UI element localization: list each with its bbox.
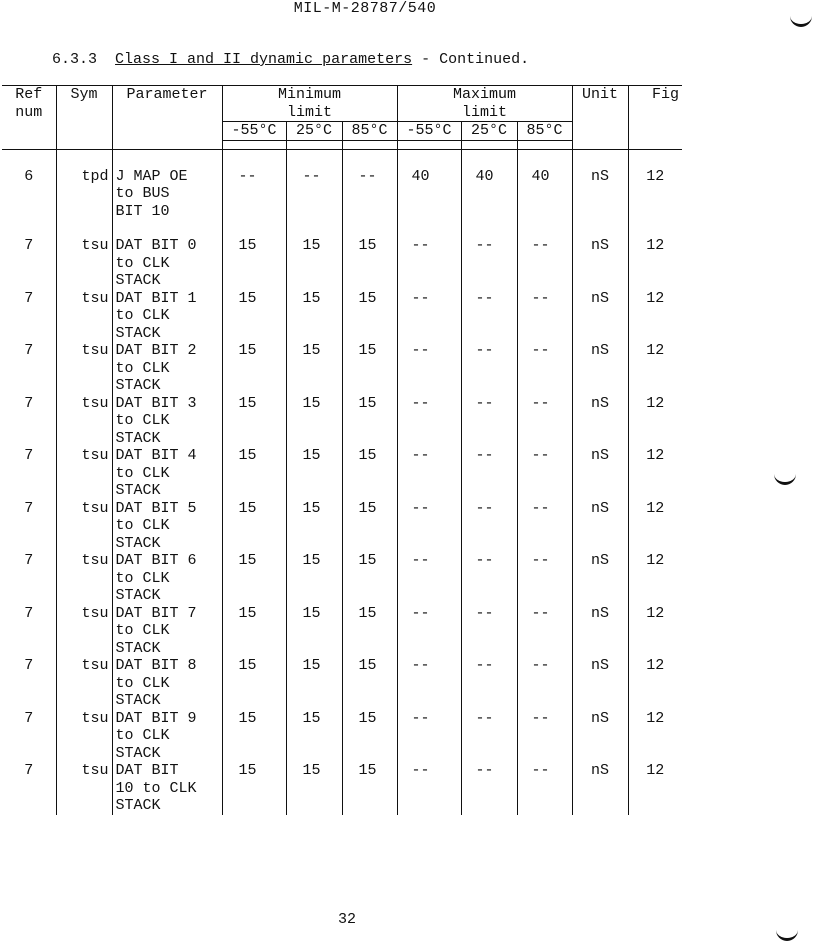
cell-sym: tsu [56,395,112,448]
parameter-line: BIT 10 [115,202,170,220]
header-temp-max-85: 85°C [517,122,572,141]
cell-fig: 12 [628,290,682,343]
cell-min-value: 15 [222,342,286,395]
cell-unit: nS [572,762,628,815]
scan-mark [790,14,812,27]
cell-min-value: 15 [286,290,342,343]
cell-min-value: 15 [342,395,397,448]
table-row [2,342,682,395]
cell-ref: 7 [24,499,34,517]
cell-sym: tsu [56,500,112,553]
cell-max-value: -- [397,290,461,343]
header-temp-min-25: 25°C [286,122,342,141]
cell-max-value: -- [517,395,572,448]
header-maximum-limit: Maximum limit [397,86,572,122]
table-header-row [2,86,682,122]
parameter-line: J MAP OE [115,167,188,185]
cell-ref: 7 [24,762,34,779]
parameter-line: STACK [115,534,161,552]
cell-min-value: 15 [286,762,342,815]
cell-max-value: -- [517,342,572,395]
cell-parameter [112,447,222,500]
cell-min-value: -- [222,149,286,237]
parameter-line: DAT BIT 0 [115,237,197,254]
parameter-line: DAT BIT 2 [115,342,197,359]
cell-max-value: -- [461,710,517,763]
parameter-line: to CLK [115,412,170,429]
cell-max-value: -- [397,447,461,500]
cell-sym: tsu [56,290,112,343]
table-row [2,447,682,500]
parameter-line: DAT BIT 5 [115,499,197,517]
cell-min-value: 15 [342,447,397,500]
header-temp-min-85: 85°C [342,122,397,141]
cell-ref: 7 [24,552,34,569]
cell-min-value: 15 [286,500,342,553]
document-id: MIL-M-28787/540 [293,0,437,17]
cell-unit: nS [572,605,628,658]
cell-max-value: -- [461,342,517,395]
cell-max-value: -- [461,500,517,553]
cell-sym: tsu [56,237,112,290]
header-parameter: Parameter [112,86,222,150]
cell-min-value: 15 [342,762,397,815]
cell-fig: 12 [628,149,682,237]
table-row [2,657,682,710]
header-temp-max-25: 25°C [461,122,517,141]
cell-min-value: 15 [222,395,286,448]
cell-unit: nS [572,290,628,343]
header-temp-min-m55: -55°C [222,122,286,141]
cell-max-value: -- [517,710,572,763]
cell-min-value: 15 [222,710,286,763]
cell-max-value: -- [461,552,517,605]
parameter-line: DAT BIT 3 [115,394,197,412]
cell-max-value: -- [461,395,517,448]
parameter-line: STACK [115,429,161,447]
cell-max-value: -- [461,237,517,290]
parameter-line: to CLK [115,307,170,324]
cell-max-value: -- [517,447,572,500]
cell-max-value: -- [397,657,461,710]
cell-max-value: -- [397,342,461,395]
cell-min-value: 15 [286,605,342,658]
cell-max-value: -- [461,290,517,343]
cell-min-value: 15 [342,552,397,605]
table-row [2,290,682,343]
cell-min-value: -- [286,149,342,237]
parameter-line: 10 to CLK [115,779,197,797]
cell-fig: 12 [628,500,682,553]
cell-ref: 7 [24,342,34,359]
parameter-line: DAT BIT 6 [115,552,197,569]
cell-min-value: 15 [342,342,397,395]
scan-mark [776,928,798,941]
scan-mark [774,472,796,485]
cell-parameter [112,762,222,815]
cell-max-value: 40 [397,149,461,237]
cell-min-value: 15 [342,710,397,763]
cell-min-value: 15 [222,552,286,605]
cell-max-value: -- [397,237,461,290]
dynamic-parameters-table [2,85,682,815]
cell-ref: 7 [24,709,34,727]
cell-max-value: -- [461,762,517,815]
cell-fig: 12 [628,237,682,290]
cell-sym: tpd [56,149,112,237]
cell-min-value: 15 [222,500,286,553]
cell-ref: 7 [24,657,34,674]
cell-fig: 12 [628,342,682,395]
cell-min-value: 15 [286,342,342,395]
parameter-line: DAT BIT 7 [115,604,197,622]
cell-ref: 7 [24,237,34,254]
cell-max-value: -- [517,290,572,343]
section-title: Class I and II dynamic parameters [115,51,413,68]
table-row [2,149,682,237]
cell-unit: nS [572,447,628,500]
cell-sym: tsu [56,762,112,815]
cell-max-value: -- [517,605,572,658]
cell-parameter [112,657,222,710]
cell-max-value: -- [517,500,572,553]
cell-max-value: -- [461,447,517,500]
cell-parameter [112,149,222,237]
cell-unit: nS [572,657,628,710]
cell-parameter [112,500,222,553]
cell-min-value: 15 [342,237,397,290]
header-minimum-limit: Minimum limit [222,86,397,122]
cell-min-value: 15 [286,237,342,290]
section-number: 6.3.3 [52,51,98,68]
parameter-line: to CLK [115,464,170,482]
cell-max-value: -- [517,552,572,605]
cell-fig: 12 [628,605,682,658]
table-row [2,710,682,763]
cell-unit: nS [572,500,628,553]
cell-min-value: 15 [222,657,286,710]
cell-unit: nS [572,342,628,395]
section-heading [52,51,529,68]
cell-min-value: 15 [222,237,286,290]
cell-max-value: 40 [461,149,517,237]
cell-sym: tsu [56,657,112,710]
parameter-line: STACK [115,587,161,604]
table-row [2,762,682,815]
cell-max-value: -- [397,552,461,605]
parameter-line: STACK [115,324,161,342]
cell-parameter [112,290,222,343]
cell-unit: nS [572,237,628,290]
cell-max-value: -- [517,762,572,815]
cell-min-value: 15 [286,657,342,710]
cell-max-value: -- [397,395,461,448]
cell-max-value: -- [397,500,461,553]
cell-ref: 7 [24,394,34,412]
header-ref: Ref num [2,86,56,150]
cell-max-value: -- [461,657,517,710]
cell-min-value: 15 [342,290,397,343]
header-fig: Fig [628,86,682,150]
cell-unit: nS [572,395,628,448]
parameter-line: to BUS [115,185,170,202]
parameter-line: to CLK [115,359,170,377]
parameter-line: STACK [115,482,161,499]
cell-max-value: -- [397,762,461,815]
cell-fig: 12 [628,710,682,763]
cell-ref: 7 [24,289,34,307]
parameter-line: to CLK [115,674,170,692]
parameter-line: to CLK [115,622,170,639]
section-suffix: - Continued. [412,51,530,68]
cell-parameter [112,552,222,605]
cell-min-value: 15 [222,447,286,500]
cell-max-value: 40 [517,149,572,237]
cell-sym: tsu [56,710,112,763]
parameter-line: to CLK [115,517,170,534]
parameter-line: STACK [115,377,161,394]
cell-parameter [112,605,222,658]
cell-min-value: 15 [342,657,397,710]
cell-unit: nS [572,710,628,763]
parameter-line: STACK [115,272,161,289]
cell-sym: tsu [56,447,112,500]
cell-fig: 12 [628,762,682,815]
parameter-line: STACK [115,692,161,709]
cell-fig: 12 [628,552,682,605]
cell-ref: 6 [24,167,34,185]
cell-min-value: 15 [342,500,397,553]
cell-min-value: 15 [286,395,342,448]
cell-sym: tsu [56,342,112,395]
header-unit: Unit [572,86,628,150]
page-number: 32 [337,911,356,928]
cell-parameter [112,342,222,395]
table-body [2,149,682,815]
cell-max-value: -- [517,237,572,290]
table-row [2,395,682,448]
header-sym: Sym [56,86,112,150]
cell-parameter [112,237,222,290]
cell-max-value: -- [517,657,572,710]
parameter-line: STACK [115,744,161,762]
parameter-line: DAT BIT 1 [115,289,197,307]
cell-unit: nS [572,552,628,605]
cell-ref: 7 [24,604,34,622]
cell-sym: tsu [56,605,112,658]
table-row [2,605,682,658]
parameter-line: to CLK [115,727,170,744]
cell-min-value: 15 [222,605,286,658]
parameter-line: DAT BIT 4 [115,447,197,464]
parameter-line: DAT BIT [115,762,179,779]
cell-min-value: 15 [222,290,286,343]
table-row [2,552,682,605]
table-row [2,500,682,553]
parameter-line: to CLK [115,254,170,272]
cell-max-value: -- [461,605,517,658]
table-row [2,237,682,290]
header-temp-max-m55: -55°C [397,122,461,141]
cell-min-value: -- [342,149,397,237]
cell-min-value: 15 [342,605,397,658]
parameter-line: DAT BIT 8 [115,657,197,674]
cell-sym: tsu [56,552,112,605]
cell-min-value: 15 [286,710,342,763]
parameter-line: to CLK [115,569,170,587]
cell-min-value: 15 [286,552,342,605]
parameter-line: DAT BIT 9 [115,709,197,727]
cell-fig: 12 [628,395,682,448]
cell-unit: nS [572,149,628,237]
parameter-line: STACK [115,797,161,814]
cell-max-value: -- [397,710,461,763]
cell-min-value: 15 [222,762,286,815]
cell-fig: 12 [628,657,682,710]
cell-ref: 7 [24,447,34,464]
cell-fig: 12 [628,447,682,500]
cell-parameter [112,710,222,763]
cell-parameter [112,395,222,448]
cell-max-value: -- [397,605,461,658]
cell-min-value: 15 [286,447,342,500]
parameter-line: STACK [115,639,161,657]
